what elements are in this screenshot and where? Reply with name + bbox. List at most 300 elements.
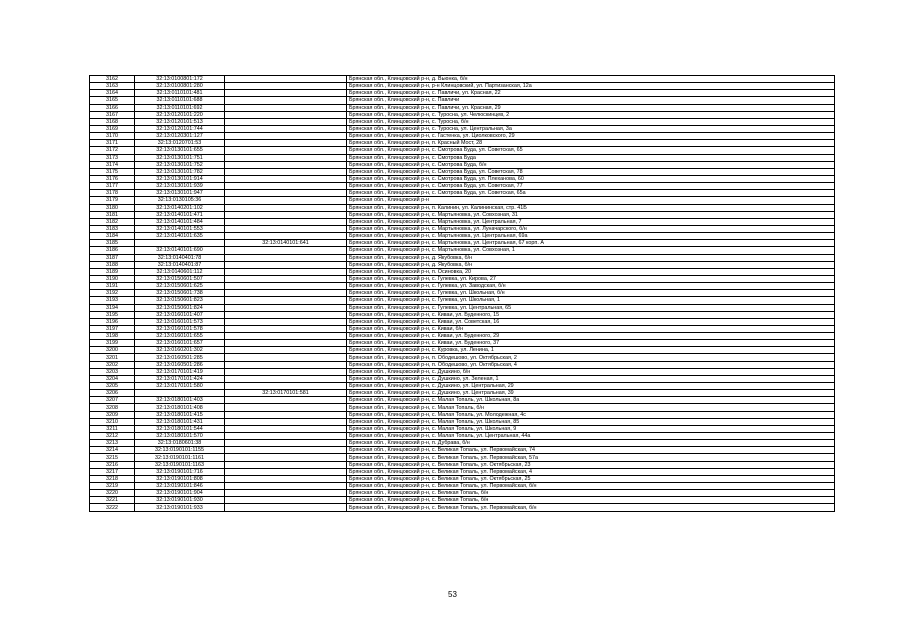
cadastral-number-alt-cell — [225, 147, 347, 154]
cadastral-number-cell: 32:13:0140101:484 — [135, 218, 225, 225]
table-row — [90, 133, 835, 140]
cadastral-number-cell: 32:13:0160101:407 — [135, 311, 225, 318]
cadastral-number-cell: 32:13:0140101:553 — [135, 225, 225, 232]
address-cell: Брянская обл., Клинцовский р-н, с. Павличи, ул. Красная, 29 — [347, 104, 835, 111]
cadastral-number-cell: 32:13:0190101:716 — [135, 468, 225, 475]
table-row — [90, 418, 835, 425]
row-number-cell: 3173 — [90, 154, 135, 161]
address-cell: Брянская обл., Клинцовский р-н, с. Великая Топаль, ул. Первомайская, б/н — [347, 504, 835, 511]
table-row — [90, 325, 835, 332]
cadastral-number-alt-cell — [225, 397, 347, 404]
cadastral-number-cell: 32:13:0180101:431 — [135, 418, 225, 425]
address-cell: Брянская обл., Клинцовский р-н, с. Душкино, ул. Центральная, 39 — [347, 390, 835, 397]
row-number-cell: 3194 — [90, 304, 135, 311]
cadastral-number-alt-cell — [225, 483, 347, 490]
cadastral-number-alt-cell — [225, 168, 347, 175]
row-number-cell: 3190 — [90, 275, 135, 282]
cadastral-number-alt-cell — [225, 411, 347, 418]
row-number-cell: 3186 — [90, 247, 135, 254]
address-cell: Брянская обл., Клинцовский р-н, с. Киваи, ул. Буденного, 29 — [347, 333, 835, 340]
cadastral-number-alt-cell — [225, 211, 347, 218]
table-row — [90, 168, 835, 175]
cadastral-number-alt-cell — [225, 418, 347, 425]
address-cell: Брянская обл., Клинцовский р-н, с. Малая Топаль, ул. Молодежная, 4с — [347, 411, 835, 418]
cadastral-number-alt-cell — [225, 197, 347, 204]
row-number-cell: 3184 — [90, 233, 135, 240]
cadastral-number-alt-cell — [225, 461, 347, 468]
cadastral-number-alt-cell — [225, 225, 347, 232]
cadastral-number-alt-cell — [225, 383, 347, 390]
address-cell: Брянская обл., Клинцовский р-н, с. Великая Топаль, ул. Первомайская, 74 — [347, 447, 835, 454]
cadastral-number-cell: 32:13:0160101:655 — [135, 333, 225, 340]
cadastral-number-alt-cell: 32:13:0170101:581 — [225, 390, 347, 397]
row-number-cell: 3200 — [90, 347, 135, 354]
cadastral-number-cell: 32:13:0130101:939 — [135, 183, 225, 190]
table-row — [90, 483, 835, 490]
cadastral-number-cell: 32:13:0110101:481 — [135, 90, 225, 97]
address-cell: Брянская обл., Клинцовский р-н, с. Гулевка, ул. Школьная, 1 — [347, 297, 835, 304]
cadastral-number-cell: 32:13:0140101:635 — [135, 233, 225, 240]
cadastral-number-alt-cell — [225, 325, 347, 332]
cadastral-number-alt-cell — [225, 83, 347, 90]
cadastral-number-alt-cell — [225, 454, 347, 461]
address-cell: Брянская обл., Клинцовский р-н, с. Павличи, ул. Красная, 22 — [347, 90, 835, 97]
cadastral-number-cell: 32:13:0140101:690 — [135, 247, 225, 254]
table-row — [90, 447, 835, 454]
cadastral-number-alt-cell — [225, 283, 347, 290]
row-number-cell: 3204 — [90, 375, 135, 382]
cadastral-number-alt-cell — [225, 204, 347, 211]
table-row — [90, 225, 835, 232]
table-row — [90, 440, 835, 447]
cadastral-number-cell: 32:13:0130105:36 — [135, 197, 225, 204]
row-number-cell: 3221 — [90, 497, 135, 504]
cadastral-number-alt-cell — [225, 361, 347, 368]
cadastral-number-cell: 32:13:0180601:38 — [135, 440, 225, 447]
cadastral-number-alt-cell — [225, 125, 347, 132]
row-number-cell: 3174 — [90, 161, 135, 168]
address-cell: Брянская обл., Клинцовский р-н, с. Павличи — [347, 97, 835, 104]
table-row — [90, 104, 835, 111]
cadastral-number-cell: 32:13:0120101:220 — [135, 111, 225, 118]
cadastral-number-cell: 32:13:0150601:823 — [135, 297, 225, 304]
table-row — [90, 97, 835, 104]
table-row — [90, 468, 835, 475]
table-row — [90, 297, 835, 304]
address-cell: Брянская обл., Клинцовский р-н, с. Гулевка, ул. Кирова, 27 — [347, 275, 835, 282]
cadastral-number-cell: 32:13:0140201:102 — [135, 204, 225, 211]
cadastral-number-cell: 32:13:0120701:53 — [135, 140, 225, 147]
address-cell: Брянская обл., Клинцовский р-н, с. Смотрова Буда, ул. Советская, 77 — [347, 183, 835, 190]
table-row — [90, 254, 835, 261]
address-cell: Брянская обл., Клинцовский р-н, с. Мартьяновка, ул. Центральная, 7 — [347, 218, 835, 225]
address-cell: Брянская обл., Клинцовский р-н, с. Смотрова Буда, ул. Советская, 65а — [347, 190, 835, 197]
table-row — [90, 311, 835, 318]
row-number-cell: 3211 — [90, 425, 135, 432]
cadastral-number-cell: 32:13:0130101:655 — [135, 147, 225, 154]
cadastral-number-alt-cell — [225, 318, 347, 325]
address-cell: Брянская обл., Клинцовский р-н, с. Великая Топаль, ул. Первомайская, б/н — [347, 483, 835, 490]
row-number-cell: 3214 — [90, 447, 135, 454]
address-cell: Брянская обл., Клинцовский р-н, с. Туросна, ул. Центральная, 3а — [347, 125, 835, 132]
row-number-cell: 3169 — [90, 125, 135, 132]
row-number-cell: 3180 — [90, 204, 135, 211]
address-cell: Брянская обл., Клинцовский р-н, с. Малая Топаль, ул. Школьная, 9 — [347, 425, 835, 432]
address-cell: Брянская обл., Клинцовский р-н, п. Калинин, ул. Калининская, стр. 41Б — [347, 204, 835, 211]
table-row — [90, 175, 835, 182]
cadastral-number-alt-cell — [225, 183, 347, 190]
cadastral-number-cell: 32:13:0130101:751 — [135, 154, 225, 161]
row-number-cell: 3162 — [90, 76, 135, 83]
row-number-cell: 3206 — [90, 390, 135, 397]
cadastral-number-cell: 32:13:0140601:112 — [135, 268, 225, 275]
row-number-cell: 3218 — [90, 475, 135, 482]
table-row — [90, 475, 835, 482]
table-row — [90, 247, 835, 254]
address-cell: Брянская обл., Клинцовский р-н, д. Якубовка, б/н — [347, 261, 835, 268]
cadastral-number-cell: 32:13:0160501:285 — [135, 354, 225, 361]
row-number-cell: 3196 — [90, 318, 135, 325]
table-row — [90, 497, 835, 504]
cadastral-number-alt-cell — [225, 497, 347, 504]
row-number-cell: 3188 — [90, 261, 135, 268]
cadastral-number-alt-cell — [225, 261, 347, 268]
address-cell: Брянская обл., Клинцовский р-н, с. Великая Топаль, ул. Октябрьская, 23 — [347, 461, 835, 468]
address-cell: Брянская обл., Клинцовский р-н, с. Великая Топаль, б/н — [347, 490, 835, 497]
cadastral-number-alt-cell — [225, 504, 347, 511]
cadastral-number-alt-cell — [225, 297, 347, 304]
table-row — [90, 404, 835, 411]
row-number-cell: 3185 — [90, 240, 135, 247]
table-row — [90, 368, 835, 375]
cadastral-number-alt-cell — [225, 290, 347, 297]
cadastral-number-alt-cell — [225, 447, 347, 454]
cadastral-number-alt-cell — [225, 218, 347, 225]
table-row — [90, 411, 835, 418]
address-cell: Брянская обл., Клинцовский р-н, с. Туросна, ул. Челюскинцев, 2 — [347, 111, 835, 118]
cadastral-number-alt-cell — [225, 475, 347, 482]
cadastral-number-cell — [135, 390, 225, 397]
cadastral-number-cell: 32:13:0160101:578 — [135, 325, 225, 332]
cadastral-number-cell: 32:13:0150601:824 — [135, 304, 225, 311]
address-cell: Брянская обл., Клинцовский р-н, с. Киваи, б/н — [347, 325, 835, 332]
address-cell: Брянская обл., Клинцовский р-н, с. Мартьяновка, ул. Совхозная, 31 — [347, 211, 835, 218]
row-number-cell: 3176 — [90, 175, 135, 182]
table-row — [90, 318, 835, 325]
registry-table-body — [90, 76, 835, 512]
cadastral-number-alt-cell — [225, 375, 347, 382]
cadastral-number-alt-cell — [225, 347, 347, 354]
table-row — [90, 197, 835, 204]
table-row — [90, 161, 835, 168]
table-row — [90, 154, 835, 161]
address-cell: Брянская обл., Клинцовский р-н, с. Душкино, ул. Зеленая, 1 — [347, 375, 835, 382]
address-cell: Брянская обл., Клинцовский р-н — [347, 197, 835, 204]
row-number-cell: 3182 — [90, 218, 135, 225]
table-row — [90, 354, 835, 361]
address-cell: Брянская обл., Клинцовский р-н, с. Смотрова Буда, ул. Советская, 65 — [347, 147, 835, 154]
row-number-cell: 3168 — [90, 118, 135, 125]
cadastral-number-cell: 32:13:0130101:752 — [135, 161, 225, 168]
page-number: 53 — [448, 590, 457, 599]
cadastral-number-alt-cell — [225, 175, 347, 182]
row-number-cell: 3208 — [90, 404, 135, 411]
cadastral-number-alt-cell — [225, 104, 347, 111]
row-number-cell: 3175 — [90, 168, 135, 175]
address-cell: Брянская обл., Клинцовский р-н, с. Туросна, б/н — [347, 118, 835, 125]
address-cell: Брянская обл., Клинцовский р-н, с. Смотрова Буда — [347, 154, 835, 161]
address-cell: Брянская обл., Клинцовский р-н, с. Мартьяновка, ул. Луначарского, б/н — [347, 225, 835, 232]
address-cell: Брянская обл., Клинцовский р-н, с. Малая Топаль, ул. Школьная, 8а — [347, 397, 835, 404]
row-number-cell: 3210 — [90, 418, 135, 425]
table-row — [90, 140, 835, 147]
address-cell: Брянская обл., Клинцовский р-н, с. Малая Топаль, ул. Школьная, 85 — [347, 418, 835, 425]
address-cell: Брянская обл., Клинцовский р-н, с. Душкино, б/н — [347, 368, 835, 375]
address-cell: Брянская обл., Клинцовский р-н, с. Великая Топаль, ул. Первомайская, 57а — [347, 454, 835, 461]
table-row — [90, 454, 835, 461]
cadastral-number-alt-cell — [225, 368, 347, 375]
row-number-cell: 3220 — [90, 490, 135, 497]
table-row — [90, 504, 835, 511]
row-number-cell: 3195 — [90, 311, 135, 318]
cadastral-number-cell: 32:13:0190101:930 — [135, 497, 225, 504]
cadastral-number-cell: 32:13:0130101:782 — [135, 168, 225, 175]
row-number-cell: 3222 — [90, 504, 135, 511]
table-row — [90, 83, 835, 90]
address-cell: Брянская обл., Клинцовский р-н, с. Мартьяновка, ул. Совхозная, 1 — [347, 247, 835, 254]
table-row — [90, 397, 835, 404]
row-number-cell: 3213 — [90, 440, 135, 447]
address-cell: Брянская обл., Клинцовский р-н, с. Мартьяновка, ул. Центральная, 69а — [347, 233, 835, 240]
row-number-cell: 3167 — [90, 111, 135, 118]
cadastral-number-alt-cell — [225, 311, 347, 318]
address-cell: Брянская обл., Клинцовский р-н, с. Душкино, ул. Центральная, 29 — [347, 383, 835, 390]
cadastral-number-alt-cell — [225, 161, 347, 168]
address-cell: Брянская обл., Клинцовский р-н, с. Малая Топаль, ул. Центральная, 44а — [347, 433, 835, 440]
table-row — [90, 118, 835, 125]
cadastral-number-cell: 32:13:0180101:403 — [135, 397, 225, 404]
address-cell: Брянская обл., Клинцовский р-н, с. Гулевка, ул. Центральная, 65 — [347, 304, 835, 311]
address-cell: Брянская обл., Клинцовский р-н, д. Вьюнка, б/н — [347, 76, 835, 83]
cadastral-number-cell: 32:13:0110101:692 — [135, 104, 225, 111]
address-cell: Брянская обл., Клинцовский р-н, с. Смотрова Буда, ул. Советская, 78 — [347, 168, 835, 175]
row-number-cell: 3170 — [90, 133, 135, 140]
cadastral-number-cell: 32:13:0190101:1161 — [135, 454, 225, 461]
registry-table — [89, 75, 835, 512]
cadastral-number-cell: 32:13:0170101:424 — [135, 375, 225, 382]
row-number-cell: 3192 — [90, 290, 135, 297]
table-row — [90, 425, 835, 432]
cadastral-number-cell: 32:13:0150601:738 — [135, 290, 225, 297]
cadastral-number-alt-cell — [225, 304, 347, 311]
row-number-cell: 3181 — [90, 211, 135, 218]
address-cell: Брянская обл., Клинцовский р-н, с. Киваи, ул. Советская, 16 — [347, 318, 835, 325]
row-number-cell: 3163 — [90, 83, 135, 90]
cadastral-number-cell: 32:13:0100801:280 — [135, 83, 225, 90]
address-cell: Брянская обл., Клинцовский р-н, с. Смотрова Буда, б/н — [347, 161, 835, 168]
cadastral-number-alt-cell — [225, 268, 347, 275]
address-cell: Брянская обл., Клинцовский р-н, с. Смотрова Буда, ул. Плеханова, 60 — [347, 175, 835, 182]
cadastral-number-cell: 32:13:0190101:808 — [135, 475, 225, 482]
cadastral-number-alt-cell — [225, 233, 347, 240]
cadastral-number-cell: 32:13:0120101:513 — [135, 118, 225, 125]
cadastral-number-alt-cell — [225, 354, 347, 361]
cadastral-number-alt-cell — [225, 76, 347, 83]
cadastral-number-alt-cell — [225, 404, 347, 411]
cadastral-number-alt-cell — [225, 97, 347, 104]
table-row — [90, 290, 835, 297]
cadastral-number-alt-cell: 32:13:0140101:641 — [225, 240, 347, 247]
cadastral-number-cell: 32:13:0190101:904 — [135, 490, 225, 497]
cadastral-number-cell: 32:13:0170101:580 — [135, 383, 225, 390]
address-cell: Брянская обл., Клинцовский р-н, с. Гулевка, ул. Заводская, б/н — [347, 283, 835, 290]
cadastral-number-cell: 32:13:0100801:172 — [135, 76, 225, 83]
cadastral-number-cell: 32:13:0140401:78 — [135, 254, 225, 261]
cadastral-number-alt-cell — [225, 111, 347, 118]
address-cell: Брянская обл., Клинцовский р-н, п. Дубрава, б/н — [347, 440, 835, 447]
cadastral-number-cell: 32:13:0190101:1155 — [135, 447, 225, 454]
address-cell: Брянская обл., Клинцовский р-н, п. Ободешово, ул. Октябрьская, 2 — [347, 354, 835, 361]
row-number-cell: 3193 — [90, 297, 135, 304]
table-row — [90, 433, 835, 440]
cadastral-number-cell: 32:13:0150601:625 — [135, 283, 225, 290]
cadastral-number-alt-cell — [225, 433, 347, 440]
address-cell: Брянская обл., Клинцовский р-н, с. Киваи, ул. Буденного, 37 — [347, 340, 835, 347]
address-cell: Брянская обл., Клинцовский р-н, с. Малая Топаль, б/н — [347, 404, 835, 411]
cadastral-number-alt-cell — [225, 490, 347, 497]
cadastral-number-cell: 32:13:0170101:419 — [135, 368, 225, 375]
table-row — [90, 275, 835, 282]
table-row — [90, 218, 835, 225]
address-cell: Брянская обл., Клинцовский р-н, с. Великая Топаль, ул. Первомайская, 4 — [347, 468, 835, 475]
row-number-cell: 3165 — [90, 97, 135, 104]
cadastral-number-alt-cell — [225, 333, 347, 340]
table-row — [90, 211, 835, 218]
address-cell: Брянская обл., Клинцовский р-н, п. Осиновка, 20 — [347, 268, 835, 275]
row-number-cell: 3179 — [90, 197, 135, 204]
table-row — [90, 390, 835, 397]
cadastral-number-alt-cell — [225, 140, 347, 147]
row-number-cell: 3209 — [90, 411, 135, 418]
row-number-cell: 3166 — [90, 104, 135, 111]
cadastral-number-alt-cell — [225, 118, 347, 125]
row-number-cell: 3198 — [90, 333, 135, 340]
cadastral-number-alt-cell — [225, 154, 347, 161]
cadastral-number-cell: 32:13:0120101:744 — [135, 125, 225, 132]
cadastral-number-alt-cell — [225, 440, 347, 447]
address-cell: Брянская обл., Клинцовский р-н, с. Гастенка, ул. Циолковского, 29 — [347, 133, 835, 140]
cadastral-number-cell: 32:13:0140101:471 — [135, 211, 225, 218]
cadastral-number-cell: 32:13:0190101:846 — [135, 483, 225, 490]
row-number-cell: 3217 — [90, 468, 135, 475]
cadastral-number-alt-cell — [225, 425, 347, 432]
cadastral-number-cell: 32:13:0140401:87 — [135, 261, 225, 268]
table-row — [90, 233, 835, 240]
row-number-cell: 3187 — [90, 254, 135, 261]
cadastral-number-alt-cell — [225, 90, 347, 97]
address-cell: Брянская обл., Клинцовский р-н, с. Великая Топаль, ул. Октябрьская, 25 — [347, 475, 835, 482]
address-cell: Брянская обл., Клинцовский р-н, д. Якубовка, б/н — [347, 254, 835, 261]
table-row — [90, 147, 835, 154]
table-row — [90, 190, 835, 197]
table-row — [90, 383, 835, 390]
address-cell: Брянская обл., Клинцовский р-н, с. Мартьяновка, ул. Центральная, 67 корп. А — [347, 240, 835, 247]
row-number-cell: 3203 — [90, 368, 135, 375]
row-number-cell: 3178 — [90, 190, 135, 197]
row-number-cell: 3177 — [90, 183, 135, 190]
cadastral-number-cell: 32:13:0160201:302 — [135, 347, 225, 354]
row-number-cell: 3199 — [90, 340, 135, 347]
cadastral-number-alt-cell — [225, 340, 347, 347]
row-number-cell: 3205 — [90, 383, 135, 390]
row-number-cell: 3219 — [90, 483, 135, 490]
row-number-cell: 3172 — [90, 147, 135, 154]
table-row — [90, 461, 835, 468]
row-number-cell: 3215 — [90, 454, 135, 461]
address-cell: Брянская обл., Клинцовский р-н, с. Киваи, ул. Буденного, 15 — [347, 311, 835, 318]
table-row — [90, 125, 835, 132]
row-number-cell: 3197 — [90, 325, 135, 332]
table-row — [90, 283, 835, 290]
row-number-cell: 3207 — [90, 397, 135, 404]
cadastral-number-cell: 32:13:0180101:544 — [135, 425, 225, 432]
table-row — [90, 90, 835, 97]
cadastral-number-alt-cell — [225, 133, 347, 140]
row-number-cell: 3171 — [90, 140, 135, 147]
row-number-cell: 3191 — [90, 283, 135, 290]
cadastral-number-cell: 32:13:0130101:914 — [135, 175, 225, 182]
cadastral-number-alt-cell — [225, 190, 347, 197]
cadastral-number-cell: 32:13:0180101:570 — [135, 433, 225, 440]
cadastral-number-cell: 32:13:0190101:1163 — [135, 461, 225, 468]
address-cell: Брянская обл., Клинцовский р-н, с. Куровка, ул. Ленина, 1 — [347, 347, 835, 354]
cadastral-number-cell: 32:13:0130101:947 — [135, 190, 225, 197]
cadastral-number-cell: 32:13:0190101:933 — [135, 504, 225, 511]
cadastral-number-alt-cell — [225, 247, 347, 254]
cadastral-number-cell: 32:13:0120301:127 — [135, 133, 225, 140]
address-cell: Брянская обл., Клинцовский р-н, п. Красный Мост, 28 — [347, 140, 835, 147]
cadastral-number-cell: 32:13:0180101:408 — [135, 404, 225, 411]
cadastral-number-cell: 32:13:0160101:573 — [135, 318, 225, 325]
table-row — [90, 304, 835, 311]
cadastral-number-cell — [135, 240, 225, 247]
table-row — [90, 204, 835, 211]
address-cell: Брянская обл., Клинцовский р-н, с. Гулевка, ул. Школьная, б/н — [347, 290, 835, 297]
cadastral-number-alt-cell — [225, 275, 347, 282]
address-cell: Брянская обл., Клинцовский р-н, с. Великая Топаль, б/н — [347, 497, 835, 504]
row-number-cell: 3164 — [90, 90, 135, 97]
table-row — [90, 333, 835, 340]
row-number-cell: 3189 — [90, 268, 135, 275]
row-number-cell: 3183 — [90, 225, 135, 232]
table-row — [90, 183, 835, 190]
table-row — [90, 76, 835, 83]
row-number-cell: 3202 — [90, 361, 135, 368]
table-row — [90, 490, 835, 497]
cadastral-number-cell: 32:13:0150601:507 — [135, 275, 225, 282]
table-row — [90, 375, 835, 382]
cadastral-number-cell: 32:13:0110101:688 — [135, 97, 225, 104]
table-row — [90, 347, 835, 354]
address-cell: Брянская обл., Клинцовский р-н, п. Ободешово, ул. Октябрьская, 4 — [347, 361, 835, 368]
table-row — [90, 361, 835, 368]
cadastral-number-alt-cell — [225, 468, 347, 475]
table-row — [90, 268, 835, 275]
cadastral-number-cell: 32:13:0160101:657 — [135, 340, 225, 347]
table-row — [90, 240, 835, 247]
row-number-cell: 3212 — [90, 433, 135, 440]
table-row — [90, 340, 835, 347]
